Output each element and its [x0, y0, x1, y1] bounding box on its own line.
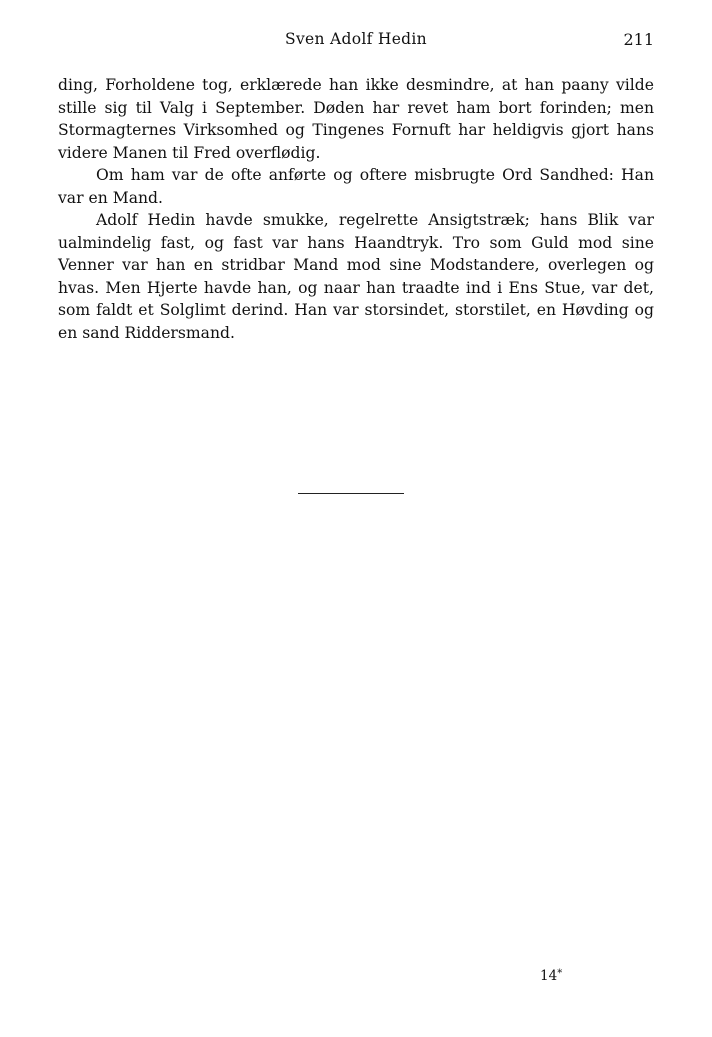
signature-asterisk: *	[557, 968, 563, 979]
paragraph-1: ding, Forholdene tog, erklærede han ikke desmindre, at han paany vilde stille sig til Valg i September. Døden har revet ham bort forinden; men Stormagternes Virksomhed og Tingenes Fornuft har heldigvis gjort hans videre Manen til Fred overflødig.	[58, 76, 654, 162]
section-divider	[298, 493, 404, 494]
running-title: Sven Adolf Hedin	[285, 30, 427, 48]
page-number: 211	[623, 30, 654, 49]
signature-number: 14	[540, 968, 558, 984]
signature-mark	[540, 968, 562, 984]
body-text	[58, 74, 654, 344]
paragraph-3: Adolf Hedin havde smukke, regelrette Ansigtstræk; hans Blik var ualmindelig fast, og fast var hans Haandtryk. Tro som Guld mod sine Venner var han en stridbar Mand mod sine Modstandere, overlegen og hvas. Men Hjerte havde han, og naar han traadte ind i Ens Stue, var det, som faldt et Solglimt derind. Han var storsindet, storstilet, en Høvding og en sand Riddersmand.	[58, 211, 654, 342]
running-head	[58, 30, 654, 54]
paragraph-2: Om ham var de ofte anførte og oftere misbrugte Ord Sandhed: Han var en Mand.	[58, 166, 654, 207]
